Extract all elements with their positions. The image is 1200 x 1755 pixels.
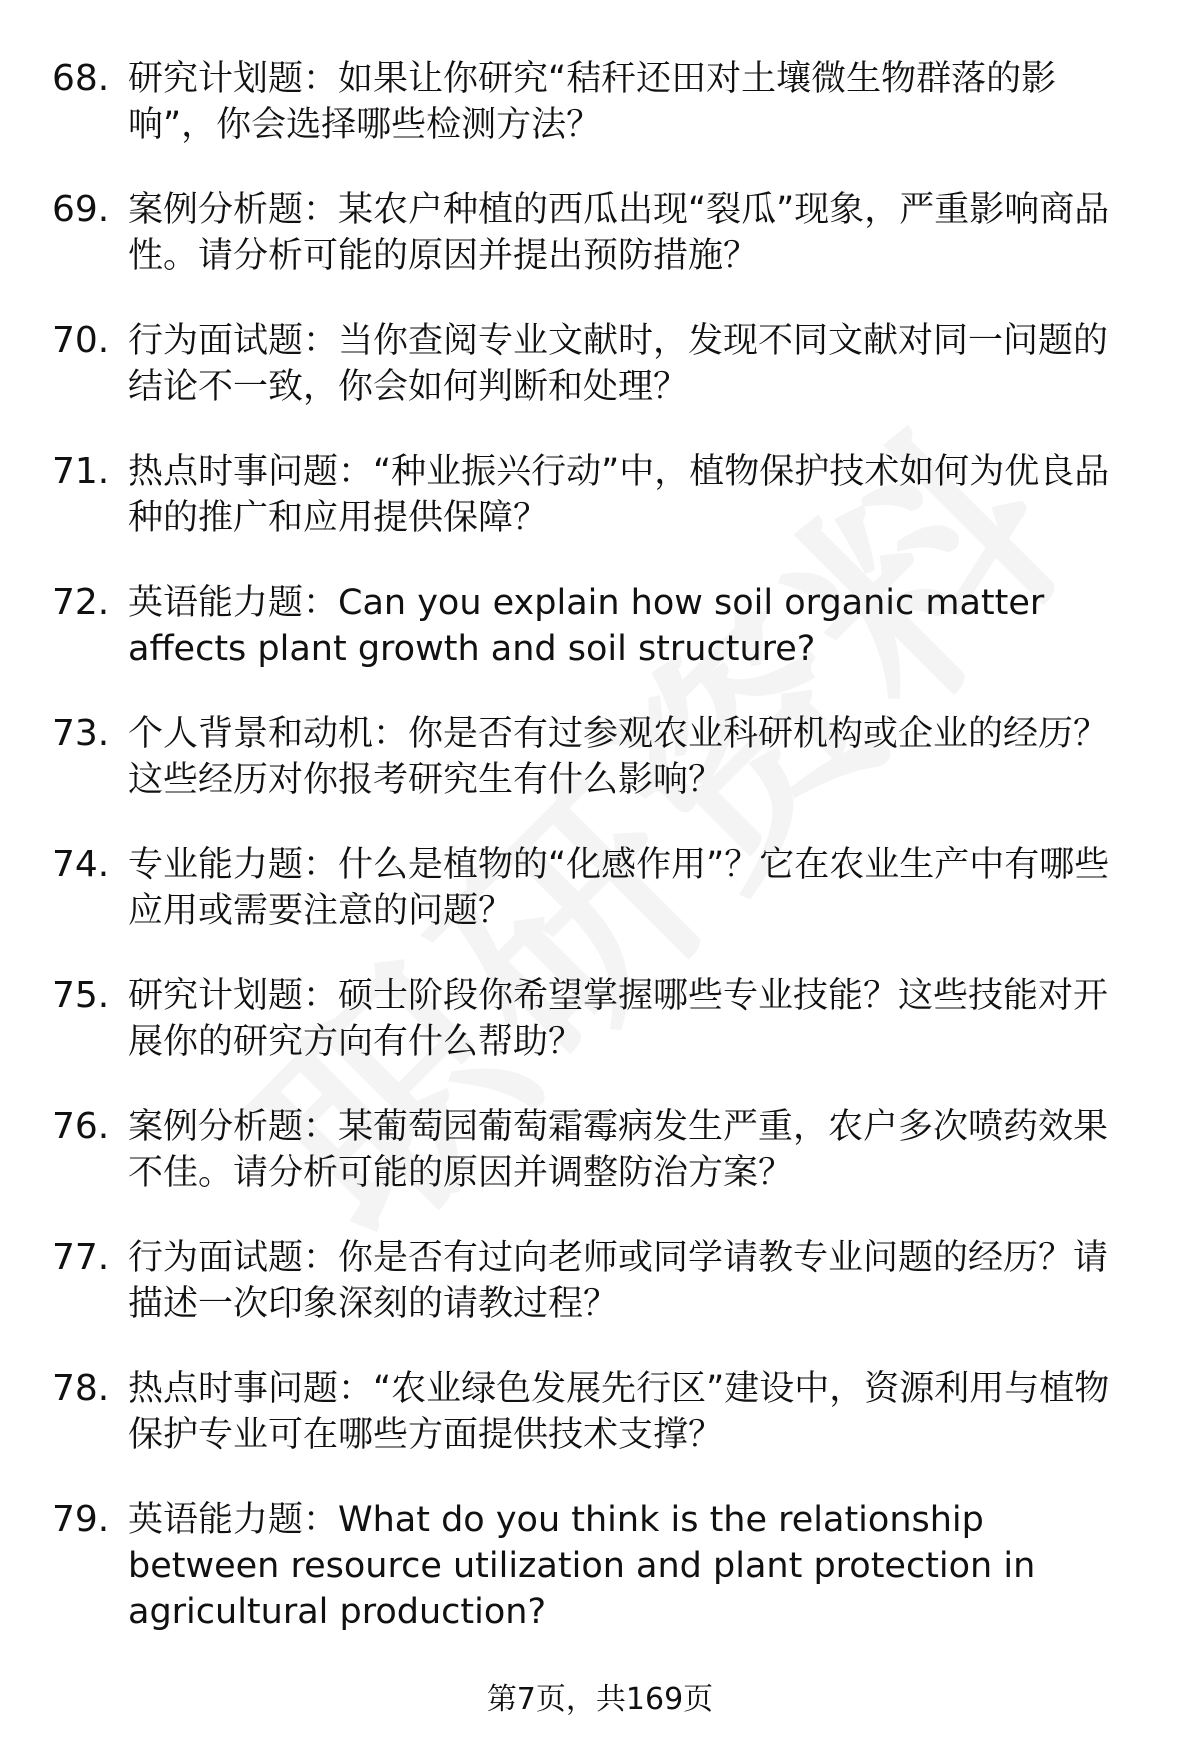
question-text: 个人背景和动机：你是否有过参观农业科研机构或企业的经历？这些经历对你报考研究生有什么影响？ bbox=[128, 714, 1109, 800]
list-item bbox=[0, 1366, 1200, 1462]
list-item bbox=[0, 56, 1200, 152]
question-number: 77. bbox=[52, 1237, 110, 1278]
question-number: 71. bbox=[52, 451, 110, 492]
list-item bbox=[0, 449, 1200, 545]
list-item bbox=[0, 318, 1200, 414]
list-item bbox=[0, 580, 1200, 676]
question-text: 案例分析题：某葡萄园葡萄霜霉病发生严重，农户多次喷药效果不佳。请分析可能的原因并调整防治方案？ bbox=[128, 1107, 1109, 1193]
question-number: 68. bbox=[52, 58, 110, 99]
question-number: 72. bbox=[52, 582, 110, 623]
list-item bbox=[0, 1235, 1200, 1331]
question-number: 79. bbox=[52, 1499, 110, 1540]
list-item bbox=[0, 1104, 1200, 1200]
question-text: 英语能力题：Can you explain how soil organic matter affects plant growth and soil structure? bbox=[128, 583, 1045, 669]
question-text: 研究计划题：如果让你研究“秸秆还田对土壤微生物群落的影响”，你会选择哪些检测方法？ bbox=[128, 59, 1057, 145]
question-number: 69. bbox=[52, 189, 110, 230]
list-item bbox=[0, 973, 1200, 1069]
question-text: 研究计划题：硕士阶段你希望掌握哪些专业技能？这些技能对开展你的研究方向有什么帮助？ bbox=[128, 976, 1109, 1062]
question-text: 热点时事问题：“农业绿色发展先行区”建设中，资源利用与植物保护专业可在哪些方面提供技术支撑？ bbox=[128, 1369, 1110, 1455]
list-item bbox=[0, 1497, 1200, 1639]
question-text: 英语能力题：What do you think is the relationship between resource utilization and plant protection in agricultural production? bbox=[128, 1500, 1036, 1632]
list-item bbox=[0, 187, 1200, 283]
question-list bbox=[0, 56, 1200, 1674]
question-number: 75. bbox=[52, 975, 110, 1016]
question-number: 76. bbox=[52, 1106, 110, 1147]
question-text: 行为面试题：你是否有过向老师或同学请教专业问题的经历？请描述一次印象深刻的请教过程？ bbox=[128, 1238, 1109, 1324]
question-text: 专业能力题：什么是植物的“化感作用”？它在农业生产中有哪些应用或需要注意的问题？ bbox=[128, 845, 1110, 931]
question-text: 案例分析题：某农户种植的西瓜出现“裂瓜”现象，严重影响商品性。请分析可能的原因并提出预防措施？ bbox=[128, 190, 1110, 276]
list-item bbox=[0, 711, 1200, 807]
question-text: 热点时事问题：“种业振兴行动”中，植物保护技术如何为优良品种的推广和应用提供保障？ bbox=[128, 452, 1110, 538]
question-text: 行为面试题：当你查阅专业文献时，发现不同文献对同一问题的结论不一致，你会如何判断和处理？ bbox=[128, 321, 1109, 407]
question-number: 73. bbox=[52, 713, 110, 754]
question-number: 70. bbox=[52, 320, 110, 361]
page-footer: 第7页，共169页 bbox=[486, 1682, 714, 1717]
list-item bbox=[0, 842, 1200, 938]
question-number: 74. bbox=[52, 844, 110, 885]
question-number: 78. bbox=[52, 1368, 110, 1409]
